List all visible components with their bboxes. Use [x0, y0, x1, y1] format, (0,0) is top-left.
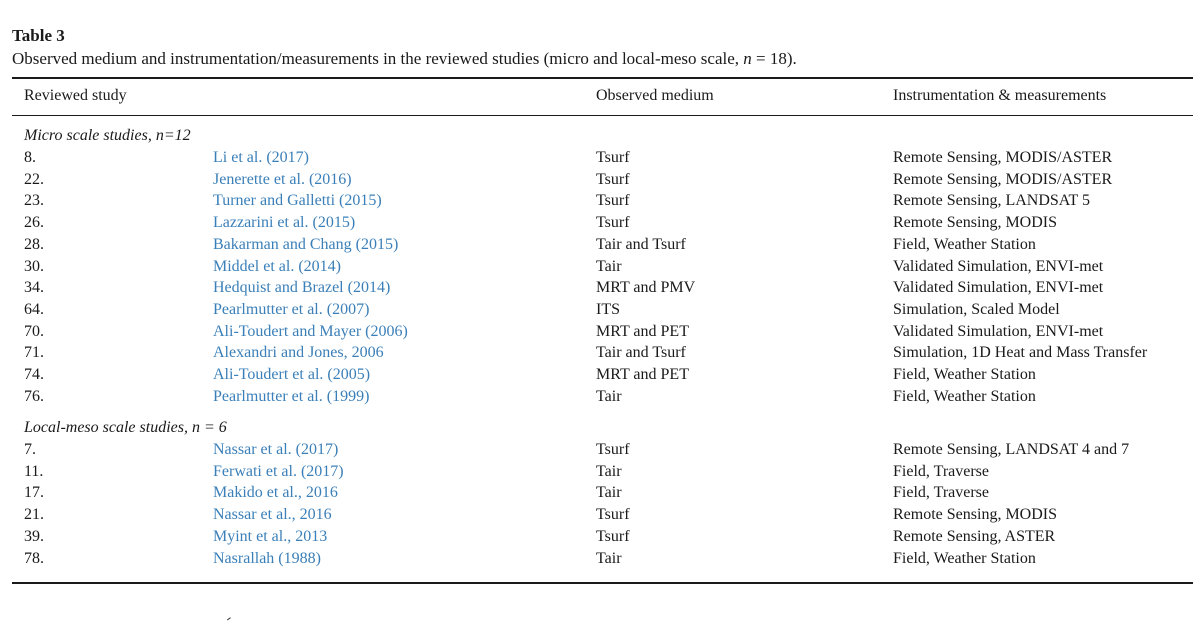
instrumentation: Simulation, Scaled Model	[893, 300, 1060, 318]
caption-tail: = 18).	[751, 49, 797, 68]
table-row	[0, 439, 1200, 461]
study-link[interactable]: Nasrallah (1988)	[213, 549, 321, 567]
row-number: 70.	[24, 322, 44, 340]
table-row	[0, 169, 1200, 191]
table-row	[0, 277, 1200, 299]
row-number: 23.	[24, 192, 44, 210]
instrumentation: Field, Weather Station	[893, 235, 1036, 253]
instrumentation: Validated Simulation, ENVI-met	[893, 322, 1104, 340]
row-number: 17.	[24, 484, 44, 502]
header-reviewed-study: Reviewed study	[24, 87, 127, 104]
table-row	[0, 482, 1200, 504]
table-caption	[12, 48, 797, 70]
instrumentation: Field, Weather Station	[893, 366, 1036, 383]
row-number: 34.	[24, 279, 44, 297]
instrumentation: Remote Sensing, ASTER	[893, 527, 1056, 545]
section-title	[24, 125, 191, 147]
observed-medium: Tsurf	[596, 170, 630, 188]
table-row	[0, 299, 1200, 321]
row-number: 71.	[24, 344, 44, 362]
table-row	[0, 364, 1200, 386]
row-number: 74.	[24, 366, 44, 383]
row-number: 26.	[24, 214, 44, 232]
header-instrumentation: Instrumentation & measurements	[893, 87, 1107, 104]
caption-main: Observed medium and instrumentation/measurements in the reviewed studies (micro and local-meso scale,	[12, 49, 744, 68]
study-link[interactable]: Pearlmutter et al. (2007)	[213, 300, 370, 318]
row-number: 21.	[24, 506, 44, 524]
observed-medium: ITS	[596, 300, 620, 318]
table-row	[0, 504, 1200, 526]
study-link[interactable]: Bakarman and Chang (2015)	[213, 235, 399, 253]
table-row	[0, 321, 1200, 343]
section-title-n: n = 6	[191, 419, 227, 436]
row-number: 76.	[24, 387, 44, 405]
study-link[interactable]: Ali-Toudert et al. (2005)	[213, 366, 371, 383]
row-number: 30.	[24, 257, 44, 275]
instrumentation: Field, Traverse	[893, 484, 989, 502]
table-row	[0, 548, 1200, 570]
header-observed-medium: Observed medium	[596, 87, 714, 104]
section-title-n: n=12	[155, 127, 191, 144]
row-number: 78.	[24, 549, 44, 567]
table-header-rule	[12, 115, 1193, 116]
table-row	[0, 526, 1200, 548]
row-number: 39.	[24, 527, 44, 545]
study-link[interactable]: Ali-Toudert and Mayer (2006)	[213, 322, 408, 340]
observed-medium: Tsurf	[596, 527, 630, 545]
table-row	[0, 342, 1200, 364]
observed-medium: Tair	[596, 462, 622, 480]
instrumentation: Field, Weather Station	[893, 387, 1036, 405]
observed-medium: Tair	[596, 257, 622, 275]
instrumentation: Simulation, 1D Heat and Mass Transfer	[893, 344, 1148, 362]
study-link[interactable]: Jenerette et al. (2016)	[213, 170, 352, 188]
table-row	[0, 212, 1200, 234]
stray-mark	[227, 617, 233, 623]
table-row	[0, 234, 1200, 256]
instrumentation: Remote Sensing, MODIS/ASTER	[893, 149, 1113, 166]
study-link[interactable]: Middel et al. (2014)	[213, 257, 341, 275]
observed-medium: Tair and Tsurf	[596, 235, 686, 253]
row-number: 22.	[24, 170, 44, 188]
observed-medium: Tsurf	[596, 214, 630, 232]
observed-medium: MRT and PET	[596, 322, 689, 340]
table-top-rule	[12, 77, 1193, 79]
table-header	[0, 84, 1200, 108]
instrumentation: Field, Weather Station	[893, 549, 1036, 567]
row-number: 8.	[24, 149, 36, 166]
instrumentation: Validated Simulation, ENVI-met	[893, 279, 1104, 297]
observed-medium: Tsurf	[596, 149, 630, 166]
study-link[interactable]: Li et al. (2017)	[213, 149, 309, 166]
study-link[interactable]: Nassar et al. (2017)	[213, 441, 339, 458]
study-link[interactable]: Myint et al., 2013	[213, 527, 328, 545]
section-title	[24, 417, 227, 439]
table-row	[0, 190, 1200, 212]
study-link[interactable]: Makido et al., 2016	[213, 484, 338, 502]
observed-medium: Tair and Tsurf	[596, 344, 686, 362]
observed-medium: Tair	[596, 484, 622, 502]
study-link[interactable]: Nassar et al., 2016	[213, 506, 332, 524]
caption-n: n	[743, 49, 752, 68]
observed-medium: MRT and PET	[596, 366, 689, 383]
instrumentation: Remote Sensing, LANDSAT 5	[893, 192, 1091, 210]
study-link[interactable]: Hedquist and Brazel (2014)	[213, 279, 391, 297]
observed-medium: Tair	[596, 387, 622, 405]
section-title-prefix: Local-meso scale studies,	[24, 419, 192, 436]
instrumentation: Remote Sensing, MODIS	[893, 214, 1057, 232]
table-row	[0, 461, 1200, 483]
study-link[interactable]: Ferwati et al. (2017)	[213, 462, 344, 480]
row-number: 28.	[24, 235, 44, 253]
observed-medium: MRT and PMV	[596, 279, 696, 297]
observed-medium: Tsurf	[596, 506, 630, 524]
observed-medium: Tair	[596, 549, 622, 567]
instrumentation: Field, Traverse	[893, 462, 989, 480]
study-link[interactable]: Turner and Galletti (2015)	[213, 192, 382, 210]
observed-medium: Tsurf	[596, 441, 630, 458]
row-number: 7.	[24, 441, 36, 458]
table-row	[0, 386, 1200, 408]
row-number: 11.	[24, 462, 44, 480]
observed-medium: Tsurf	[596, 192, 630, 210]
instrumentation: Remote Sensing, MODIS/ASTER	[893, 170, 1113, 188]
table-label: Table 3	[12, 26, 65, 45]
study-link[interactable]: Pearlmutter et al. (1999)	[213, 387, 370, 405]
study-link[interactable]: Alexandri and Jones, 2006	[213, 344, 384, 362]
table-row	[0, 256, 1200, 278]
table-row	[0, 147, 1200, 169]
instrumentation: Remote Sensing, MODIS	[893, 506, 1057, 524]
instrumentation: Remote Sensing, LANDSAT 4 and 7	[893, 441, 1130, 458]
table-bottom-rule	[12, 582, 1193, 584]
instrumentation: Validated Simulation, ENVI-met	[893, 257, 1104, 275]
row-number: 64.	[24, 300, 44, 318]
study-link[interactable]: Lazzarini et al. (2015)	[213, 214, 356, 232]
section-title-prefix: Micro scale studies,	[24, 127, 156, 144]
